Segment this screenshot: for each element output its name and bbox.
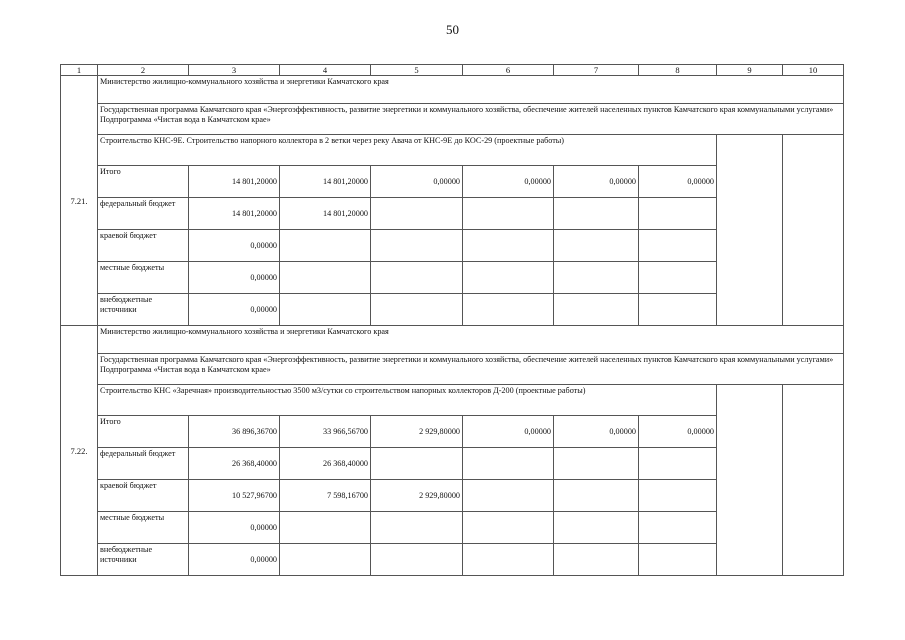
- project-name: Строительство КНС «Заречная» производительностью 3500 м3/сутки со строительством напорных коллекторов Д-200 (проектные работы): [98, 385, 717, 416]
- ministry-name: Министерство жилищно-коммунального хозяйства и энергетики Камчатского края: [98, 76, 844, 104]
- financing-source-label: краевой бюджет: [98, 480, 189, 512]
- amount-c8: [639, 230, 717, 262]
- amount-c8: [639, 480, 717, 512]
- column-number: 5: [371, 65, 463, 76]
- amount-c8: [639, 262, 717, 294]
- amount-c4: [280, 230, 371, 262]
- amount-c5: [371, 198, 463, 230]
- financing-source-label: внебюджетные источники: [98, 544, 189, 576]
- amount-c3: 14 801,20000: [189, 166, 280, 198]
- project-row: [61, 135, 844, 166]
- column-number: 6: [463, 65, 554, 76]
- column-number: 4: [280, 65, 371, 76]
- amount-c8: 0,00000: [639, 166, 717, 198]
- financing-source-label: федеральный бюджет: [98, 198, 189, 230]
- amount-c4: 33 966,56700: [280, 416, 371, 448]
- amount-c5: [371, 544, 463, 576]
- amount-c3: 14 801,20000: [189, 198, 280, 230]
- financing-source-label: внебюджетные источники: [98, 294, 189, 326]
- amount-c8: [639, 512, 717, 544]
- program-name: Государственная программа Камчатского края «Энергоэффективность, развитие энергетики и коммунального хозяйства, обеспечение жителей населенных пунктов Камчатского края коммунальными услугами» Подпрограмма «Чистая вода в Камчатском крае»: [98, 104, 844, 135]
- amount-c3: 36 896,36700: [189, 416, 280, 448]
- amount-c7: [554, 198, 639, 230]
- amount-c7: [554, 230, 639, 262]
- amount-c5: [371, 512, 463, 544]
- amount-c3: 26 368,40000: [189, 448, 280, 480]
- financing-source-label: местные бюджеты: [98, 262, 189, 294]
- amount-c6: [463, 230, 554, 262]
- amount-c6: [463, 480, 554, 512]
- amount-c7: [554, 480, 639, 512]
- column-10-cell: [783, 385, 844, 576]
- page-number: 50: [446, 22, 459, 37]
- column-number: 10: [783, 65, 844, 76]
- item-number: 7.22.: [61, 326, 98, 576]
- column-number: 8: [639, 65, 717, 76]
- financing-source-label: местные бюджеты: [98, 512, 189, 544]
- amount-c3: 0,00000: [189, 294, 280, 326]
- financing-source-label: краевой бюджет: [98, 230, 189, 262]
- amount-c4: 14 801,20000: [280, 166, 371, 198]
- amount-c3: 0,00000: [189, 230, 280, 262]
- program-row: [61, 354, 844, 385]
- amount-c4: [280, 262, 371, 294]
- amount-c4: [280, 512, 371, 544]
- column-9-cell: [717, 385, 783, 576]
- amount-c3: 0,00000: [189, 262, 280, 294]
- column-number: 7: [554, 65, 639, 76]
- ministry-row: [61, 76, 844, 104]
- amount-c3: 0,00000: [189, 512, 280, 544]
- amount-c4: [280, 294, 371, 326]
- program-name: Государственная программа Камчатского края «Энергоэффективность, развитие энергетики и коммунального хозяйства, обеспечение жителей населенных пунктов Камчатского края коммунальными услугами» Подпрограмма «Чистая вода в Камчатском крае»: [98, 354, 844, 385]
- amount-c4: [280, 544, 371, 576]
- amount-c7: [554, 262, 639, 294]
- amount-c5: [371, 230, 463, 262]
- amount-c7: 0,00000: [554, 416, 639, 448]
- amount-c5: [371, 262, 463, 294]
- amount-c8: [639, 448, 717, 480]
- amount-c3: 0,00000: [189, 544, 280, 576]
- amount-c6: [463, 448, 554, 480]
- amount-c8: [639, 198, 717, 230]
- amount-c6: [463, 512, 554, 544]
- amount-c6: [463, 262, 554, 294]
- amount-c7: 0,00000: [554, 166, 639, 198]
- amount-c5: 2 929,80000: [371, 416, 463, 448]
- amount-c6: [463, 544, 554, 576]
- amount-c7: [554, 448, 639, 480]
- budget-table: [60, 64, 844, 576]
- amount-c4: 7 598,16700: [280, 480, 371, 512]
- amount-c5: 0,00000: [371, 166, 463, 198]
- column-9-cell: [717, 135, 783, 326]
- amount-c7: [554, 512, 639, 544]
- program-row: [61, 104, 844, 135]
- ministry-row: [61, 326, 844, 354]
- amount-c6: 0,00000: [463, 416, 554, 448]
- amount-c6: [463, 198, 554, 230]
- column-number: 9: [717, 65, 783, 76]
- column-number: 3: [189, 65, 280, 76]
- project-row: [61, 385, 844, 416]
- amount-c8: [639, 544, 717, 576]
- amount-c4: 26 368,40000: [280, 448, 371, 480]
- amount-c8: [639, 294, 717, 326]
- amount-c8: 0,00000: [639, 416, 717, 448]
- project-name: Строительство КНС-9Е. Строительство напорного коллектора в 2 ветки через реку Авача от КНС-9Е до КОС-29 (проектные работы): [98, 135, 717, 166]
- amount-c5: [371, 448, 463, 480]
- financing-source-label: Итого: [98, 166, 189, 198]
- amount-c5: 2 929,80000: [371, 480, 463, 512]
- amount-c6: 0,00000: [463, 166, 554, 198]
- amount-c5: [371, 294, 463, 326]
- amount-c6: [463, 294, 554, 326]
- column-number-row: [61, 65, 844, 76]
- financing-source-label: Итого: [98, 416, 189, 448]
- amount-c4: 14 801,20000: [280, 198, 371, 230]
- amount-c7: [554, 544, 639, 576]
- column-number: 1: [61, 65, 98, 76]
- ministry-name: Министерство жилищно-коммунального хозяйства и энергетики Камчатского края: [98, 326, 844, 354]
- amount-c3: 10 527,96700: [189, 480, 280, 512]
- column-number: 2: [98, 65, 189, 76]
- item-number: 7.21.: [61, 76, 98, 326]
- financing-source-label: федеральный бюджет: [98, 448, 189, 480]
- column-10-cell: [783, 135, 844, 326]
- amount-c7: [554, 294, 639, 326]
